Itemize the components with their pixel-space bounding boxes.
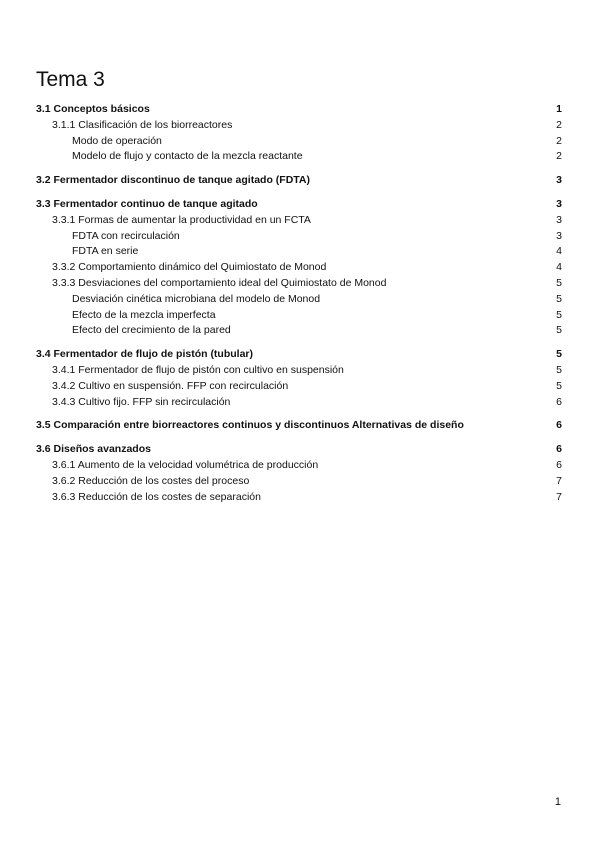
- toc-subsection[interactable]: [36, 260, 562, 276]
- toc-subsubsection[interactable]: [36, 149, 562, 165]
- toc-entry-label: 3.6.2 Reducción de los costes del proceso: [52, 474, 250, 487]
- toc-entry-label: 3.5 Comparación entre biorreactores continuos y discontinuos Alternativas de diseño: [36, 419, 464, 432]
- toc-entry-label: 3.3.1 Formas de aumentar la productividad en un FCTA: [52, 213, 311, 226]
- toc-subsection[interactable]: [36, 458, 562, 474]
- toc-entry-page: 4: [556, 245, 562, 258]
- toc-entry-label: 3.2 Fermentador discontinuo de tanque agitado (FDTA): [36, 174, 310, 187]
- toc-entry-label: FDTA con recirculación: [72, 229, 180, 242]
- toc-entry-label: 3.4.2 Cultivo en suspensión. FFP con recirculación: [52, 379, 289, 392]
- toc-entry-page: 5: [556, 324, 562, 337]
- toc-section[interactable]: [36, 173, 562, 189]
- toc-subsection[interactable]: [36, 213, 562, 229]
- toc-entry-label: Efecto de la mezcla imperfecta: [72, 308, 216, 321]
- toc-entry-label: 3.3.3 Desviaciones del comportamiento ideal del Quimiostato de Monod: [52, 276, 387, 289]
- toc-section[interactable]: [36, 442, 562, 458]
- toc-subsubsection[interactable]: [36, 244, 562, 260]
- toc-entry-page: 3: [556, 197, 562, 210]
- page-title: Tema 3: [36, 68, 105, 91]
- toc-section[interactable]: [36, 102, 562, 118]
- toc-entry-page: 3: [556, 229, 562, 242]
- toc-entry-page: 5: [556, 379, 562, 392]
- toc-entry-page: 5: [556, 363, 562, 376]
- toc-subsubsection[interactable]: [36, 292, 562, 308]
- toc-entry-label: 3.3.2 Comportamiento dinámico del Quimiostato de Monod: [52, 261, 327, 274]
- toc-section[interactable]: [36, 197, 562, 213]
- toc-entry-label: Efecto del crecimiento de la pared: [72, 324, 231, 337]
- toc-entry-page: 7: [556, 490, 562, 503]
- toc-subsubsection[interactable]: [36, 229, 562, 245]
- toc-entry-label: 3.3 Fermentador continuo de tanque agitado: [36, 197, 258, 210]
- toc-entry-page: 5: [556, 292, 562, 305]
- toc-entry-label: 3.6.1 Aumento de la velocidad volumétrica de producción: [52, 458, 319, 471]
- toc-subsection[interactable]: [36, 276, 562, 292]
- toc-section[interactable]: [36, 347, 562, 363]
- toc-subsection[interactable]: [36, 490, 562, 506]
- toc-entry-page: 2: [556, 150, 562, 163]
- toc-subsection[interactable]: [36, 363, 562, 379]
- toc-subsubsection[interactable]: [36, 323, 562, 339]
- toc-entry-label: 3.4.1 Fermentador de flujo de pistón con cultivo en suspensión: [52, 363, 344, 376]
- toc-entry-label: Desviación cinética microbiana del modelo de Monod: [72, 292, 321, 305]
- toc-subsection[interactable]: [36, 379, 562, 395]
- toc-entry-label: FDTA en serie: [72, 245, 139, 258]
- toc-subsection[interactable]: [36, 395, 562, 411]
- page-number: 1: [554, 796, 561, 808]
- toc-entry-page: 2: [556, 134, 562, 147]
- toc-entry-page: 6: [556, 443, 562, 456]
- toc-entry-page: 5: [556, 308, 562, 321]
- toc-entry-label: 3.6.3 Reducción de los costes de separación: [52, 490, 261, 503]
- toc-entry-page: 6: [556, 395, 562, 408]
- toc-entry-label: 3.1 Conceptos básicos: [36, 103, 150, 115]
- toc-entry-label: 3.4.3 Cultivo fijo. FFP sin recirculación: [52, 395, 231, 408]
- toc-entry-page: 1: [556, 103, 562, 115]
- toc-section[interactable]: [36, 418, 562, 434]
- toc-subsection[interactable]: [36, 474, 562, 490]
- toc-subsubsection[interactable]: [36, 134, 562, 150]
- toc-entry-page: 6: [556, 458, 562, 471]
- toc-entry-label: 3.6 Diseños avanzados: [36, 443, 151, 456]
- toc-subsection[interactable]: [36, 118, 562, 134]
- toc-entry-page: 5: [556, 276, 562, 289]
- toc-entry-page: 7: [556, 474, 562, 487]
- toc-subsubsection[interactable]: [36, 308, 562, 324]
- toc-entry-page: 3: [556, 174, 562, 187]
- toc-entry-page: 3: [556, 213, 562, 226]
- toc-entry-label: 3.4 Fermentador de flujo de pistón (tubular): [36, 348, 254, 361]
- toc-entry-label: 3.1.1 Clasificación de los biorreactores: [52, 118, 233, 131]
- toc-entry-page: 5: [556, 348, 562, 361]
- toc-entry-page: 4: [556, 261, 562, 274]
- toc-entry-page: 6: [556, 419, 562, 432]
- toc-entry-label: Modelo de flujo y contacto de la mezcla reactante: [72, 150, 303, 163]
- toc-entry-label: Modo de operación: [72, 134, 162, 147]
- toc-entry-page: 2: [556, 118, 562, 131]
- table-of-contents: [36, 102, 562, 505]
